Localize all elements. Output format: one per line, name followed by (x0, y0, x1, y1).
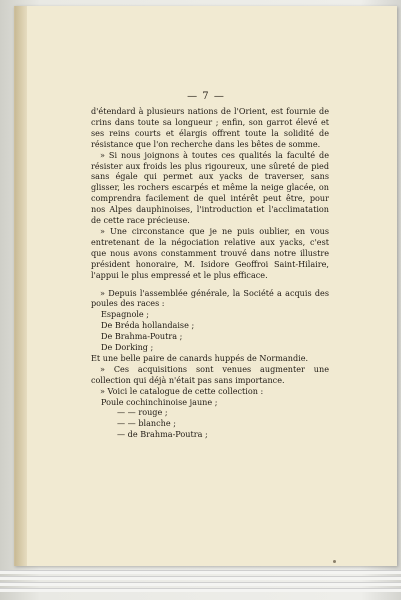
paragraph: » Si nous joignons à toutes ces qualités la faculté de résister aux froids les plus rigoureux, une sûreté de pied sans égale qui permet aux yacks de traverser, sans glisser, les rochers escarpés et même la neige glacée, on comprendra facilement de quel intérêt peut être, pour nos Alpes dauphinoises, l'introduction et l'acclimatation de cette race précieuse. (91, 149, 329, 226)
list-item: — de Brahma-Poutra ; (117, 429, 208, 440)
list-item: Espagnole ; (101, 309, 150, 320)
page-gutter (15, 6, 27, 566)
paragraph: Et une belle paire de canards huppés de Normandie. (91, 352, 309, 363)
paragraph: d'étendard à plusieurs nations de l'Orient, est fournie de crins dans toute sa longueur ; enfin, son garrot élevé et ses reins courts et élargis offrent toute la solidité de résistance que l'on recherche dans les bêtes de somme. (91, 106, 329, 149)
list-item: — — blanche ; (117, 418, 176, 429)
page-stack-edge (0, 588, 401, 592)
list-item: Poule cochinchinoise jaune ; (101, 396, 218, 407)
page-stack-edge (0, 570, 401, 574)
ink-dot (333, 560, 336, 563)
list-item: De Brahma-Poutra ; (101, 331, 183, 342)
list-item: — — rouge ; (117, 407, 168, 418)
paragraph: » Voici le catalogue de cette collection : (100, 385, 264, 396)
paragraph: » Ces acquisitions sont venues augmenter une collection qui déjà n'était pas sans importance. (91, 363, 329, 385)
list-item: De Bréda hollandaise ; (101, 320, 195, 331)
page-number: — 7 — (187, 91, 225, 102)
paragraph: » Une circonstance que je ne puis oublier, en vous entretenant de la négociation relative aux yacks, c'est que nous avons constamment trouvé dans notre illustre président honoraire, M. Isidore Geoffroi Saint-Hilaire, l'appui le plus empressé et le plus efficace. (91, 225, 329, 280)
book-page (14, 6, 397, 566)
list-item: De Dorking ; (101, 342, 154, 353)
paragraph: » Depuis l'assemblée générale, la Société a acquis des poules des races : (91, 287, 329, 309)
page-stack-edge (0, 582, 401, 586)
page-text (91, 106, 329, 440)
page-stack-edge (0, 576, 401, 580)
